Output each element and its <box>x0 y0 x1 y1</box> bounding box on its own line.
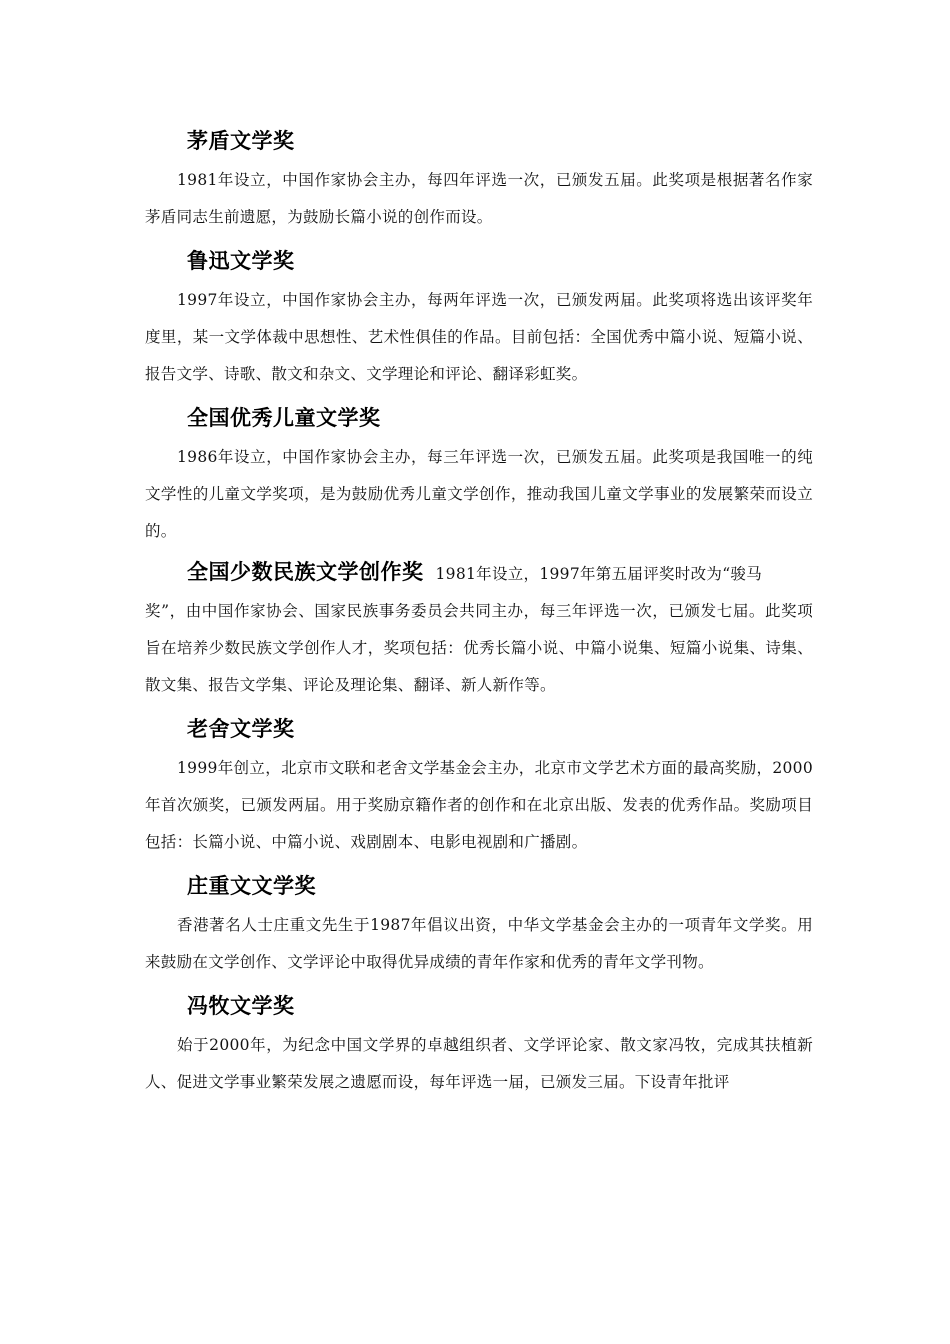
section-body: 香港著名人士庄重文先生于1987年倡议出资，中华文学基金会主办的一项青年文学奖。用来鼓励在文学创作、文学评论中取得优异成绩的青年作家和优秀的青年文学刊物。 <box>145 916 813 971</box>
section-title: 鲁迅文学奖 <box>187 249 295 273</box>
section-title: 老舍文学奖 <box>187 717 295 741</box>
section-body-lead: 1981年设立，1997年第五届评奖时改为“骏马 <box>435 565 763 583</box>
section-luxun <box>145 240 813 393</box>
section-zhuangzhongwen <box>145 865 813 981</box>
section-fengmu <box>145 985 813 1101</box>
section-children <box>145 397 813 550</box>
section-body: 始于2000年，为纪念中国文学界的卓越组织者、文学评论家、散文家冯牧，完成其扶植新人、促进文学事业繁荣发展之遗愿而设，每年评选一届，已颁发三届。下设青年批评 <box>145 1036 813 1091</box>
section-body: 1999年创立，北京市文联和老舍文学基金会主办，北京市文学艺术方面的最高奖励，2000年首次颁奖，已颁发两届。用于奖励京籍作者的创作和在北京出版、发表的优秀作品。奖励项目包括：长篇小说、中篇小说、戏剧剧本、电影电视剧和广播剧。 <box>145 759 813 851</box>
section-minority <box>145 554 813 704</box>
section-body: 1997年设立，中国作家协会主办，每两年评选一次，已颁发两届。此奖项将选出该评奖年度里，某一文学体裁中思想性、艺术性俱佳的作品。目前包括：全国优秀中篇小说、短篇小说、报告文学、诗歌、散文和杂文、文学理论和评论、翻译彩虹奖。 <box>145 291 813 383</box>
section-laoshe <box>145 708 813 861</box>
section-title: 冯牧文学奖 <box>187 994 295 1018</box>
section-title: 茅盾文学奖 <box>187 129 295 153</box>
section-title: 全国优秀儿童文学奖 <box>187 406 381 430</box>
section-title: 庄重文文学奖 <box>187 874 316 898</box>
section-body: 奖”，由中国作家协会、国家民族事务委员会共同主办，每三年评选一次，已颁发七届。此奖项旨在培养少数民族文学创作人才，奖项包括：优秀长篇小说、中篇小说集、短篇小说集、诗集、散文集、报告文学集、评论及理论集、翻译、新人新作等。 <box>145 602 813 694</box>
document-page <box>145 120 813 1105</box>
section-maodun <box>145 120 813 236</box>
section-lead-line <box>145 554 813 593</box>
section-body: 1981年设立，中国作家协会主办，每四年评选一次，已颁发五届。此奖项是根据著名作家茅盾同志生前遗愿，为鼓励长篇小说的创作而设。 <box>145 171 813 226</box>
section-body: 1986年设立，中国作家协会主办，每三年评选一次，已颁发五届。此奖项是我国唯一的纯文学性的儿童文学奖项，是为鼓励优秀儿童文学创作，推动我国儿童文学事业的发展繁荣而设立的。 <box>145 448 813 540</box>
section-title: 全国少数民族文学创作奖 <box>187 560 424 584</box>
